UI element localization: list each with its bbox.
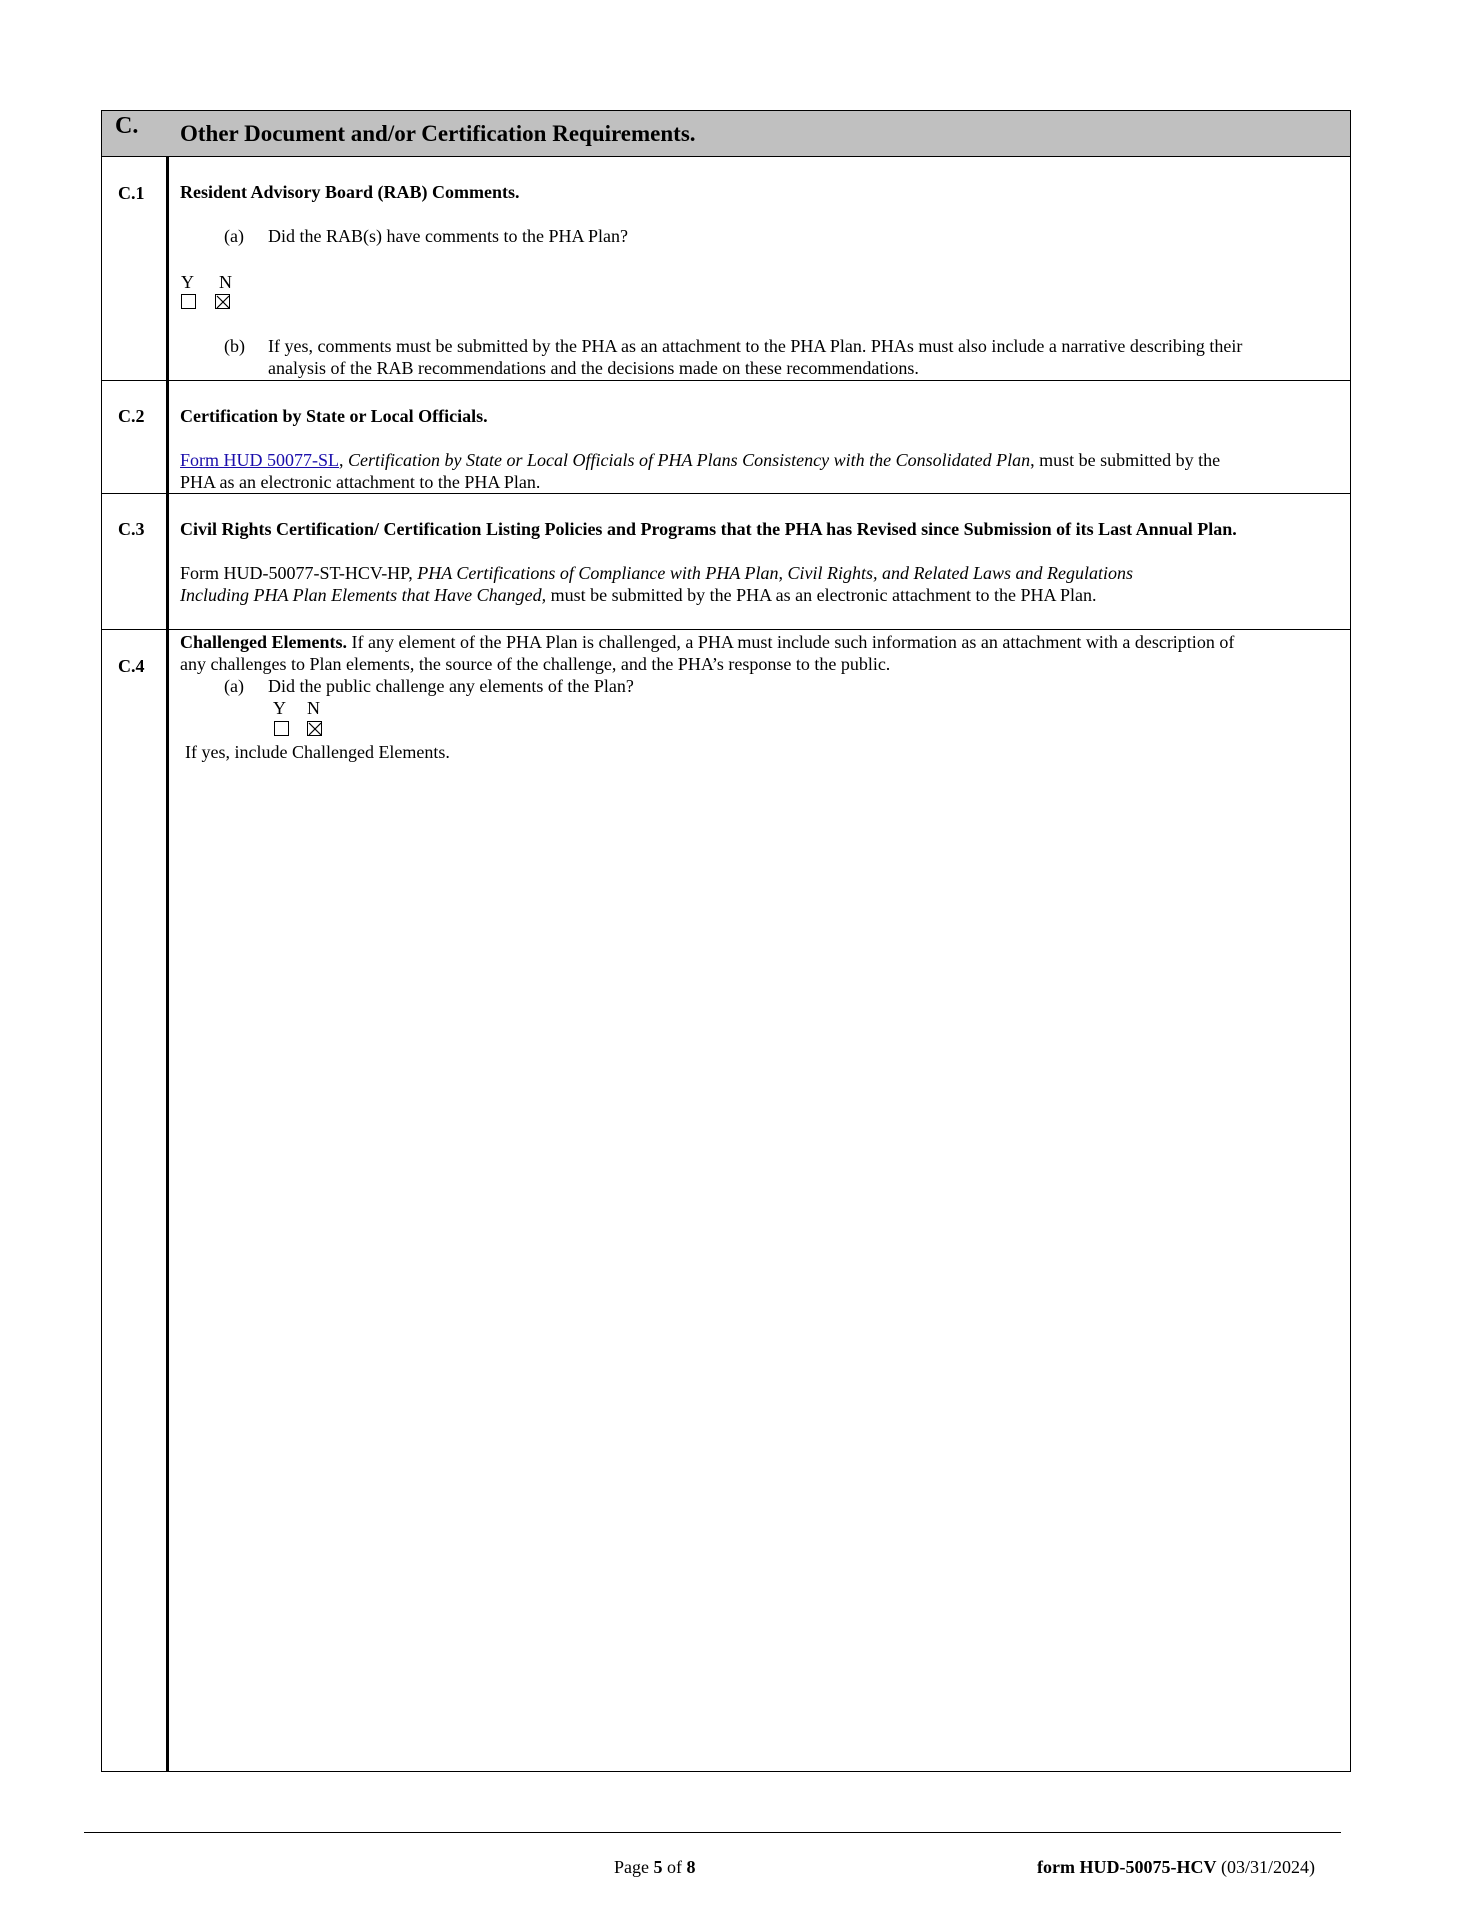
c2-number: C.2 <box>118 406 145 426</box>
c2-line2: PHA as an electronic attachment to the PHA Plan. <box>180 472 541 492</box>
page-number: Page 5 of 8 <box>614 1857 696 1877</box>
c3-number: C.3 <box>118 519 145 539</box>
section-title: Other Document and/or Certification Requirements. <box>180 121 696 146</box>
c1-title: Resident Advisory Board (RAB) Comments. <box>180 182 520 202</box>
c4-yes-checkbox[interactable] <box>274 721 289 736</box>
row-separator <box>102 380 1350 381</box>
c4-no-checkbox[interactable] <box>307 721 322 736</box>
c1-no-label: N <box>219 272 232 292</box>
c3-title: Civil Rights Certification/ Certification Listing Policies and Programs that the PHA has Revised since Submission of its Last Annual Plan. <box>180 519 1237 539</box>
c4-yes-label: Y <box>273 698 286 718</box>
c1-b-line2: analysis of the RAB recommendations and the decisions made on these recommendations. <box>268 358 919 378</box>
c2-line1: Form HUD 50077-SL, Certification by State or Local Officials of PHA Plans Consistency with the Consolidated Plan, must be submitted by the <box>180 450 1221 470</box>
c3-line2: Including PHA Plan Elements that Have Changed, must be submitted by the PHA as an electronic attachment to the PHA Plan. <box>180 585 1097 605</box>
checkbox-x-icon <box>216 295 231 310</box>
c4-if-yes: If yes, include Challenged Elements. <box>185 742 450 762</box>
c2-title: Certification by State or Local Officials. <box>180 406 488 426</box>
footer-rule <box>84 1832 1341 1833</box>
section-letter: C. <box>115 113 139 139</box>
c2-italic-title: Certification by State or Local Officials of PHA Plans Consistency with the Consolidated Plan <box>348 450 1031 470</box>
c1-a-question: Did the RAB(s) have comments to the PHA Plan? <box>268 226 628 246</box>
c4-line1: Challenged Elements. If any element of the PHA Plan is challenged, a PHA must include such information as an attachment with a description of <box>180 632 1235 652</box>
c4-number: C.4 <box>118 656 145 676</box>
row-separator <box>102 493 1350 494</box>
row-separator <box>102 629 1350 630</box>
c4-a-label: (a) <box>224 676 244 696</box>
checkbox-x-icon <box>308 722 323 737</box>
form-hud-50077-sl-link[interactable]: Form HUD 50077-SL <box>180 450 340 470</box>
c1-b-line1: If yes, comments must be submitted by the PHA as an attachment to the PHA Plan. PHAs must also include a narrative describing their <box>268 336 1243 356</box>
c1-b-label: (b) <box>224 336 245 356</box>
c4-a-question: Did the public challenge any elements of the Plan? <box>268 676 634 696</box>
section-c-table <box>101 110 1351 1772</box>
section-header <box>102 111 1350 157</box>
c1-a-label: (a) <box>224 226 244 246</box>
c4-no-label: N <box>307 698 320 718</box>
c1-yes-checkbox[interactable] <box>181 294 196 309</box>
column-divider <box>166 111 169 1771</box>
form-identifier: form HUD-50075-HCV (03/31/2024) <box>1037 1857 1315 1877</box>
c1-number: C.1 <box>118 183 145 203</box>
c3-line1: Form HUD-50077-ST-HCV-HP, PHA Certifications of Compliance with PHA Plan, Civil Rights, and Related Laws and Regulations <box>180 563 1134 583</box>
c1-yes-label: Y <box>181 272 194 292</box>
c1-no-checkbox[interactable] <box>215 294 230 309</box>
c4-line2: any challenges to Plan elements, the source of the challenge, and the PHA’s response to the public. <box>180 654 891 674</box>
c4-title: Challenged Elements. <box>180 632 348 652</box>
